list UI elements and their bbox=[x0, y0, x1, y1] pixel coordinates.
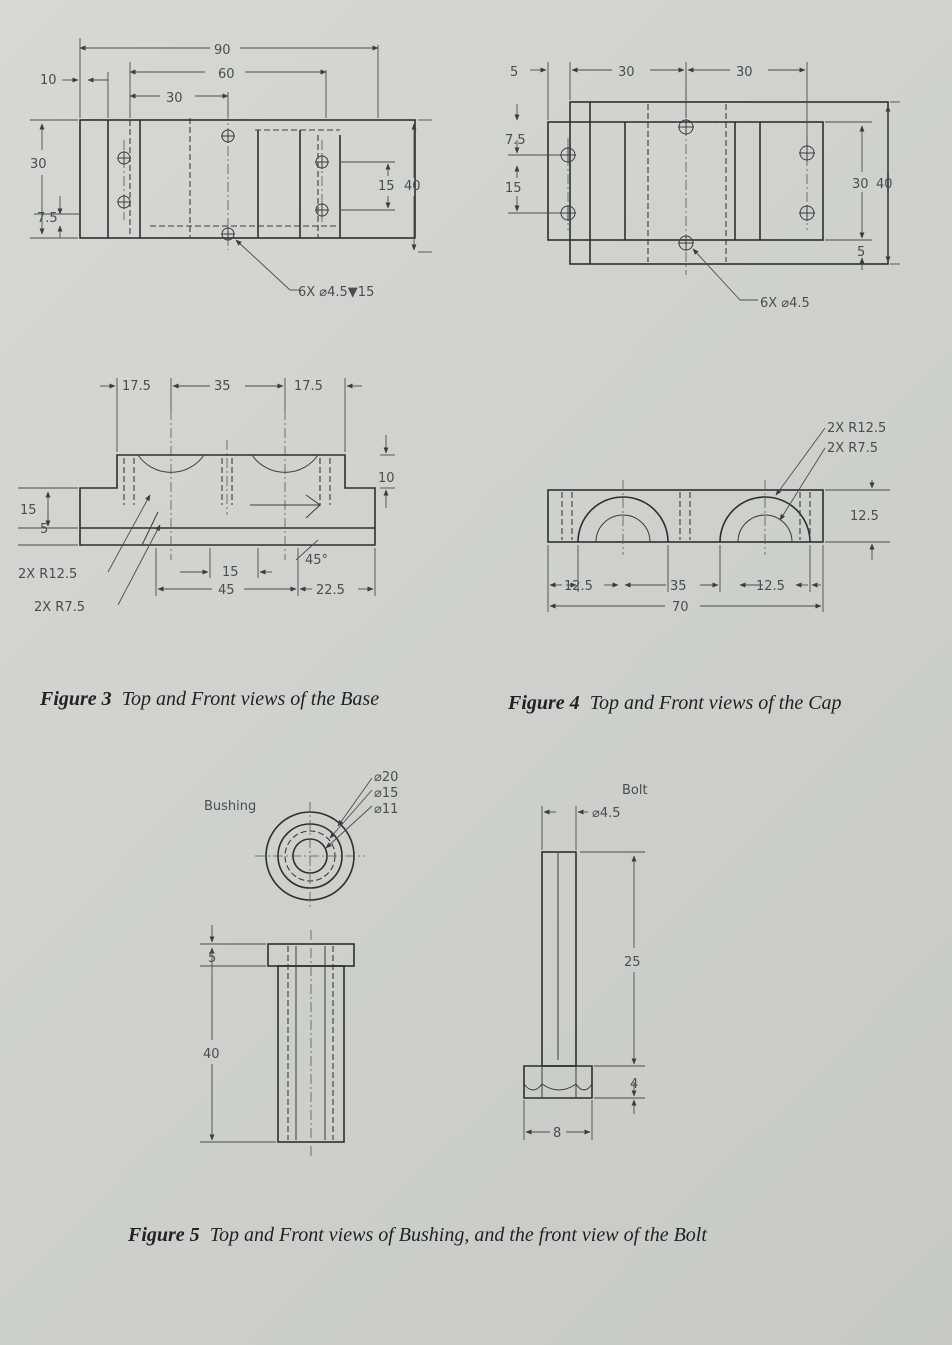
figure-5-text: Top and Front views of Bushing, and the front view of the Bolt bbox=[209, 1224, 707, 1246]
bushing-title: Bushing bbox=[204, 799, 257, 814]
dim-10: 10 bbox=[40, 73, 57, 88]
hole-note: 6X ⌀4.5 bbox=[760, 296, 810, 311]
dim-22-5: 22.5 bbox=[316, 583, 345, 598]
dim-15: 15 bbox=[505, 181, 522, 196]
dim-12-5-right: 12.5 bbox=[756, 579, 785, 594]
dim-15-vertical: 15 bbox=[20, 503, 37, 518]
dim-30-right: 30 bbox=[736, 65, 753, 80]
figure-4-label: Figure 4 bbox=[508, 692, 580, 714]
bolt-front-view bbox=[524, 806, 645, 1140]
dim-40: 40 bbox=[404, 179, 421, 194]
dim-5: 5 bbox=[208, 951, 217, 966]
dim-40: 40 bbox=[203, 1047, 220, 1062]
radius-note-12-5: 2X R12.5 bbox=[827, 421, 887, 436]
base-front-dim-labels bbox=[18, 379, 395, 615]
cap-front-dim-labels bbox=[564, 421, 886, 615]
dim-15-horizontal: 15 bbox=[222, 565, 239, 580]
dim-17-5-left: 17.5 bbox=[122, 379, 151, 394]
dim-7-5: 7.5 bbox=[505, 133, 526, 148]
dim-30: 30 bbox=[166, 91, 183, 106]
dim-35: 35 bbox=[670, 579, 687, 594]
hole-note: 6X ⌀4.5▼15 bbox=[298, 285, 375, 300]
cap-top-view bbox=[508, 62, 900, 300]
figure-5-label: Figure 5 bbox=[128, 1224, 200, 1246]
dim-diameter-4-5: ⌀4.5 bbox=[592, 806, 621, 821]
bushing-top-view bbox=[255, 778, 372, 910]
dim-8: 8 bbox=[553, 1126, 562, 1141]
dim-45-degree: 45° bbox=[305, 553, 329, 568]
radius-note-12-5: 2X R12.5 bbox=[18, 567, 78, 582]
dim-5-vertical: 5 bbox=[857, 245, 866, 260]
dim-diameter-20: ⌀20 bbox=[374, 770, 399, 785]
dim-90: 90 bbox=[214, 43, 231, 58]
figure-3-label: Figure 3 bbox=[40, 688, 112, 710]
dim-35: 35 bbox=[214, 379, 231, 394]
dim-5: 5 bbox=[40, 522, 49, 537]
dim-25: 25 bbox=[624, 955, 641, 970]
dim-10: 10 bbox=[378, 471, 395, 486]
dim-45: 45 bbox=[218, 583, 235, 598]
dim-15: 15 bbox=[378, 179, 395, 194]
dim-7-5: 7.5 bbox=[37, 211, 58, 226]
bolt-title: Bolt bbox=[622, 783, 648, 798]
figure-4-caption bbox=[508, 692, 842, 715]
figure-5-caption bbox=[128, 1224, 707, 1247]
base-top-dim-labels bbox=[30, 43, 421, 300]
figure-3-text: Top and Front views of the Base bbox=[121, 688, 380, 710]
dim-12-5-vertical: 12.5 bbox=[850, 509, 879, 524]
figure-4-text: Top and Front views of the Cap bbox=[589, 692, 842, 714]
dim-diameter-11: ⌀11 bbox=[374, 802, 399, 817]
dim-30-vertical: 30 bbox=[852, 177, 869, 192]
dim-30-left: 30 bbox=[618, 65, 635, 80]
dim-60: 60 bbox=[218, 67, 235, 82]
dim-17-5-right: 17.5 bbox=[294, 379, 323, 394]
figure-3-caption bbox=[40, 688, 379, 711]
dim-12-5-left: 12.5 bbox=[564, 579, 593, 594]
dim-diameter-15: ⌀15 bbox=[374, 786, 399, 801]
dim-5: 5 bbox=[510, 65, 519, 80]
dim-40: 40 bbox=[876, 177, 893, 192]
bolt-dim-labels bbox=[553, 783, 648, 1141]
radius-note-7-5: 2X R7.5 bbox=[827, 441, 879, 456]
dim-70: 70 bbox=[672, 600, 689, 615]
bushing-front-view bbox=[200, 925, 354, 1158]
dim-4: 4 bbox=[630, 1077, 639, 1092]
radius-note-7-5: 2X R7.5 bbox=[34, 600, 86, 615]
dim-30-vertical: 30 bbox=[30, 157, 47, 172]
